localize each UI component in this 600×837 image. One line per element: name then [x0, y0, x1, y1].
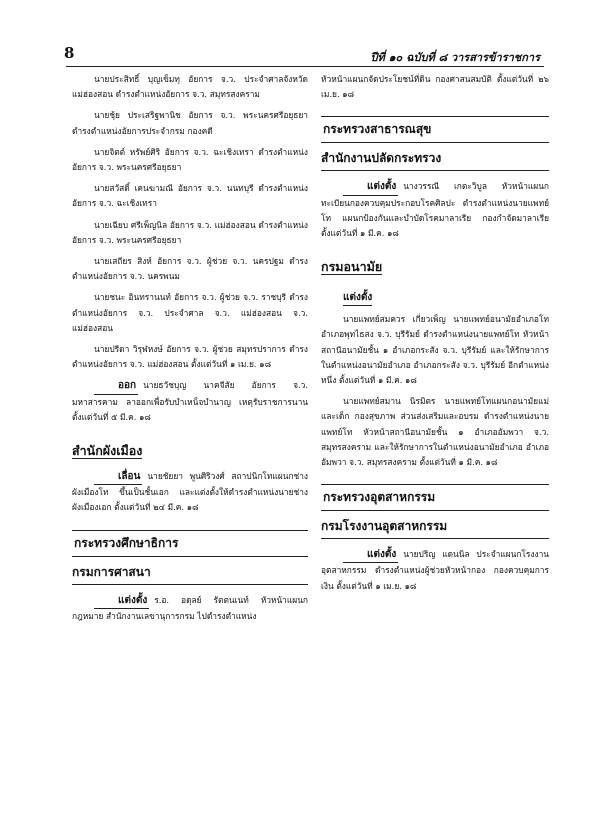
- appointment-entry: นายปรีดา วิรุฬหงษ์ อัยการ จ.ว. ผู้ช่วย สมุทรปราการ ดำรงตำแหน่งอัยการ จ.ว. แม่ฮ่องสอน ตั้งแต่วันที่ ๑ เม.ย. ๑๘: [72, 344, 308, 370]
- out-label: ออก: [94, 378, 138, 394]
- appointment-text: ร.อ. อดุลย์ รัตตนเนท์ หัวหน้าแผนกกฎหมาย สำนักงานเลขานุการกรม ไปดำรงตำแหน่ง: [72, 594, 308, 621]
- resignation-entry: [72, 378, 308, 425]
- department-heading: กรมโรงงานอุตสาหกรรม: [321, 517, 549, 539]
- department-heading: สำนักงานปลัดกระทรวง: [321, 149, 549, 171]
- continuation-text: หัวหน้าแผนกจัดประโยชน์ที่ดิน กองศาสนสมบัติ ตั้งแต่วันที่ ๒๖ เม.ย. ๑๘: [321, 74, 549, 100]
- ministry-heading: กระทรวงอุตสาหกรรม: [321, 484, 549, 511]
- appointment-entry: นายจิตต์ หรัพย์ศิริ อัยการ จ.ว. ฉะเชิงเทรา ดำรงตำแหน่งอัยการ จ.ว. พระนครศรีอยุธยา: [72, 146, 308, 173]
- appoint-label: แต่งตั้ง: [343, 547, 398, 563]
- department-heading-text: กรมอนามัย: [321, 259, 383, 275]
- appointment-entry: นายชนะ อินทรานนท์ อัยการ จ.ว. ผู้ช่วย จ.ว. ราชบุรี ดำรงตำแหน่งอัยการ จ.ว. ประจำศาล จ.ว. แม่ฮ่องสอน จ.ว. แม่ฮ่องสอน: [72, 292, 308, 333]
- appointment-entry: [321, 547, 549, 594]
- appointment-text: นางวรรณี เกตะวิบูล หัวหน้าแผนกทะเบียนกองควบคุมประกอบโรคศิลปะ ดำรงตำแหน่งนายแพทย์โท แผนกป้องกันและบำบัดโรคมาลาเรีย กองกำจัดมาลาเรีย ตั้งแต่วันที่ ๑ มี.ค. ๑๘: [321, 181, 549, 239]
- promotion-text: นายชัยยา พูนศิริวงศ์ สถาปนิกโทแผนกช่างผังเมืองโท ขึ้นเป็นชั้นเอก และแต่งตั้งให้ดำรงตำแหน่งนายช่างผังเมืองเอก ตั้งแต่วันที่ ๒๔ มี.ค. ๑๘: [72, 471, 308, 513]
- section-title-text: สำนักผังเมือง: [72, 443, 143, 459]
- left-column: [72, 72, 308, 630]
- right-column: [321, 72, 549, 600]
- appointment-entry: นายแพทย์สมาน นิรมิตร นายแพทย์โทแผนกอนามัยแม่และเด็ก กองสุขภาพ ส่วนส่งเสริมและอบรม ดำรงตำแหน่งนายแพทย์โท หัวหน้าสถานีอนามัยชั้น ๑ อำเภออัมพวา จ.ว. สมุทรสงคราม และให้รักษาการในตำแหน่งอนามัยอำเภอ อำเภออัมพวา จ.ว. สมุทรสงคราม ตั้งแต่วันที่ ๑ มี.ค. ๑๘: [321, 396, 549, 468]
- appoint-label: แต่งตั้ง: [94, 593, 149, 609]
- appointment-entry: นายชุ้ย ประเสริฐพานิช อัยการ จ.ว. พระนครศรีอยุธยา ดำรงตำแหน่งอัยการประจำกรม กองคดี: [72, 110, 308, 136]
- running-header: ปีที่ ๑๐ ฉบับที่ ๘ วารสารข้าราชการ: [370, 51, 540, 64]
- promote-label: เลื่อน: [94, 469, 142, 485]
- appointment-entry: นายเสถียร สิงห์ อัยการ จ.ว. ผู้ช่วย จ.ว. นครปฐม ดำรงตำแหน่งอัยการ จ.ว. นครพนม: [72, 256, 308, 282]
- appointment-entry: นายแพทย์สมควร เกี่ยวเพ็ญ นายแพทย์อนามัยอำเภอโท อำเภอพุทไธสง จ.ว. บุรีรัมย์ ดำรงตำแหน่งนายแพทย์โท หัวหน้าสถานีอนามัยชั้น ๑ อำเภอกระสัง จ.ว. บุรีรัมย์ และให้รักษาการในตำแหน่งอนามัยอำเภอ อำเภอกระสัง จ.ว. บุรีรัมย์ อีกตำแหน่งหนึ่ง ตั้งแต่วันที่ ๑ มี.ค. ๑๘: [321, 314, 549, 386]
- department-heading: กรมการศาสนา: [72, 563, 308, 585]
- ministry-heading: กระทรวงสาธารณสุข: [321, 116, 549, 143]
- section-title: [72, 441, 308, 461]
- appointment-entry: [72, 593, 308, 624]
- promotion-entry: [72, 469, 308, 516]
- header-rule: [66, 66, 544, 67]
- appoint-subheading: แต่งตั้ง: [343, 290, 372, 306]
- appointment-text: นายปริญ แดนนิล ประจำแผนกโรงงานอุตสาหกรรม ดำรงตำแหน่งผู้ช่วยหัวหน้ากอง กองควบคุมการเงิน ตั้งแต่วันที่ ๑ เม.ย. ๑๘: [321, 549, 549, 591]
- page-number: 8: [64, 44, 75, 62]
- resignation-text: นายธวัชบุญ นาคจีสัย อัยการ จ.ว. มหาสารคาม ลาออกเพื่อรับบำเหน็จบำนาญ เหตุรับราชการนาน ตั้งแต่วันที่ ๕ มี.ค. ๑๘: [72, 380, 308, 422]
- ministry-heading: กระทรวงศึกษาธิการ: [72, 530, 308, 557]
- appoint-label: แต่งตั้ง: [343, 179, 398, 195]
- appointment-entry: นายสวัสดิ์ เคนฆามณี อัยการ จ.ว. นนทบุรี ดำรงตำแหน่งอัยการ จ.ว. ฉะเชิงเทรา: [72, 183, 308, 209]
- appointment-entry: นายเฉียบ ศรีเพ็ญนิล อัยการ จ.ว. แม่ฮ่องสอน ดำรงตำแหน่งอัยการ จ.ว. พระนครศรีอยุธยา: [72, 219, 308, 245]
- appointment-entry: [321, 179, 549, 241]
- department-heading: [321, 257, 549, 277]
- appointment-entry: นายประสิทธิ์ บุญเข็มทุ อัยการ จ.ว. ประจำศาลจังหวัดแม่ฮ่องสอน ดำรงตำแหน่งอัยการ จ.ว. สมุทรสงคราม: [72, 74, 308, 100]
